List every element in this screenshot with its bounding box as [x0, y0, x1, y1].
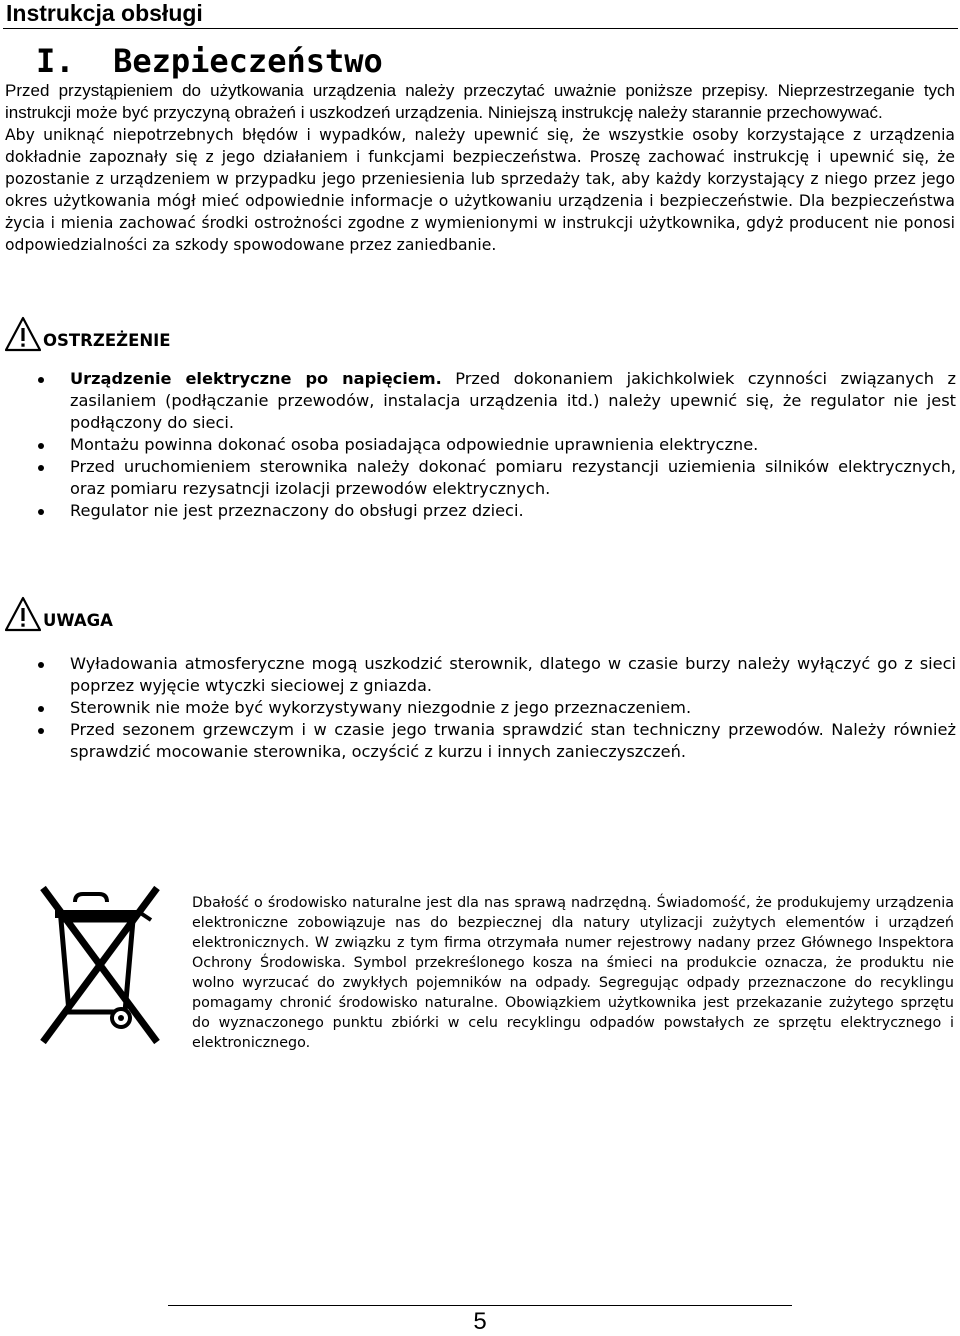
caution-label: UWAGA	[43, 611, 113, 630]
caution-item-text: Przed sezonem grzewczym i w czasie jego trwania sprawdzić stan techniczny przewodów. Należy również sprawdzić mocowanie sterownika, oczyścić z kurzu i innych zanieczyszczeń.	[70, 720, 956, 761]
warning-item-text: Regulator nie jest przeznaczony do obsługi przez dzieci.	[70, 501, 524, 520]
header-title: Instrukcja obsługi	[6, 0, 203, 26]
warning-item-text: Przed uruchomieniem sterownika należy dokonać pomiaru rezystancji uziemienia silników elektrycznych, oraz pomiaru rezysatncji izolacji przewodów elektrycznych.	[70, 457, 956, 498]
warning-triangle-icon	[5, 596, 41, 632]
list-item	[38, 500, 956, 522]
list-item	[38, 368, 956, 434]
intro-text	[5, 80, 955, 256]
list-item	[38, 719, 956, 763]
footer-divider	[168, 1305, 792, 1306]
caution-list	[38, 653, 956, 763]
warning-item-bold: Urządzenie elektryczne po napięciem.	[70, 369, 442, 388]
caution-item-text: Sterownik nie może być wykorzystywany niezgodnie z jego przeznaczeniem.	[70, 698, 692, 717]
warning-label: OSTRZEŻENIE	[43, 331, 171, 350]
list-item	[38, 456, 956, 500]
list-item	[38, 653, 956, 697]
warning-list	[38, 368, 956, 522]
intro-paragraph-1: Przed przystąpieniem do użytkowania urządzenia należy przeczytać uważnie poniższe przepisy. Nieprzestrzeganie tych instrukcji może być przyczyną obrażeń i uszkodzeń urządzenia. Niniejszą instrukcję należy starannie przechowywać.	[5, 81, 955, 122]
warning-triangle-icon	[5, 316, 41, 352]
page-number: 5	[473, 1308, 487, 1335]
list-item	[38, 697, 956, 719]
caution-heading	[5, 592, 113, 632]
list-item	[38, 434, 956, 456]
warning-heading	[5, 312, 171, 352]
page-header	[3, 0, 958, 29]
intro-paragraph-2: Aby uniknąć niepotrzebnych błędów i wypadków, należy upewnić się, że wszystkie osoby korzystające z urządzenia dokładnie zapoznały się z jego działaniem i funkcjami bezpieczeństwa. Proszę zachować instrukcję i upewnić się, że pozostanie z urządzeniem w przypadku jego przeniesienia lub sprzedaży tak, aby każdy korzystający z niego przez jego okres użytkowania mógł mieć odpowiednie informacje o użytkowaniu urządzenia i bezpieczeństwie. Dla bezpieczeństwa życia i mienia zachować środki ostrożności zgodne z wymienionymi w instrukcji użytkownika, gdyż producent nie ponosi odpowiedzialności za szkody spowodowane przez zaniedbanie.	[5, 126, 955, 254]
warning-item-text: Przed dokonaniem jakichkolwiek czynności związanych z zasilaniem (podłączanie przewodów, instalacja urządzenia itd.) należy upewnić się, że regulator nie jest podłączony do sieci.	[70, 369, 956, 432]
environment-text: Dbałość o środowisko naturalne jest dla nas sprawą nadrzędną. Świadomość, że produkujemy urządzenia elektroniczne zobowiązuje nas do bezpiecznej dla natury utylizacji zużytych elementów i urządzeń elektronicznych. W związku z tym firma otrzymała numer rejestrowy nadany przez Głównego Inspektora Ochrony Środowiska. Symbol przekreślonego kosza na śmieci na produkcie oznacza, że produktu nie wolno wyrzucać do zwykłych pojemników na odpady. Segregując odpady przeznaczone do recyklingu pomagamy chronić środowisko naturalne. Obowiązkiem użytkownika jest przekazanie zużytego sprzętu do wyznaczonego punktu zbiórki w celu recyklingu odpadów powstałych ze sprzętu elektrycznego i elektronicznego.	[192, 895, 954, 1051]
crossed-out-wheelie-bin-icon	[35, 880, 165, 1050]
section-title: I. Bezpieczeństwo	[36, 42, 383, 80]
warning-item-text: Montażu powinna dokonać osoba posiadająca odpowiednie uprawnienia elektryczne.	[70, 435, 759, 454]
caution-item-text: Wyładowania atmosferyczne mogą uszkodzić sterownik, dlatego w czasie burzy należy wyłączyć go z sieci poprzez wyjęcie wtyczki sieciowej z gniazda.	[70, 654, 956, 695]
